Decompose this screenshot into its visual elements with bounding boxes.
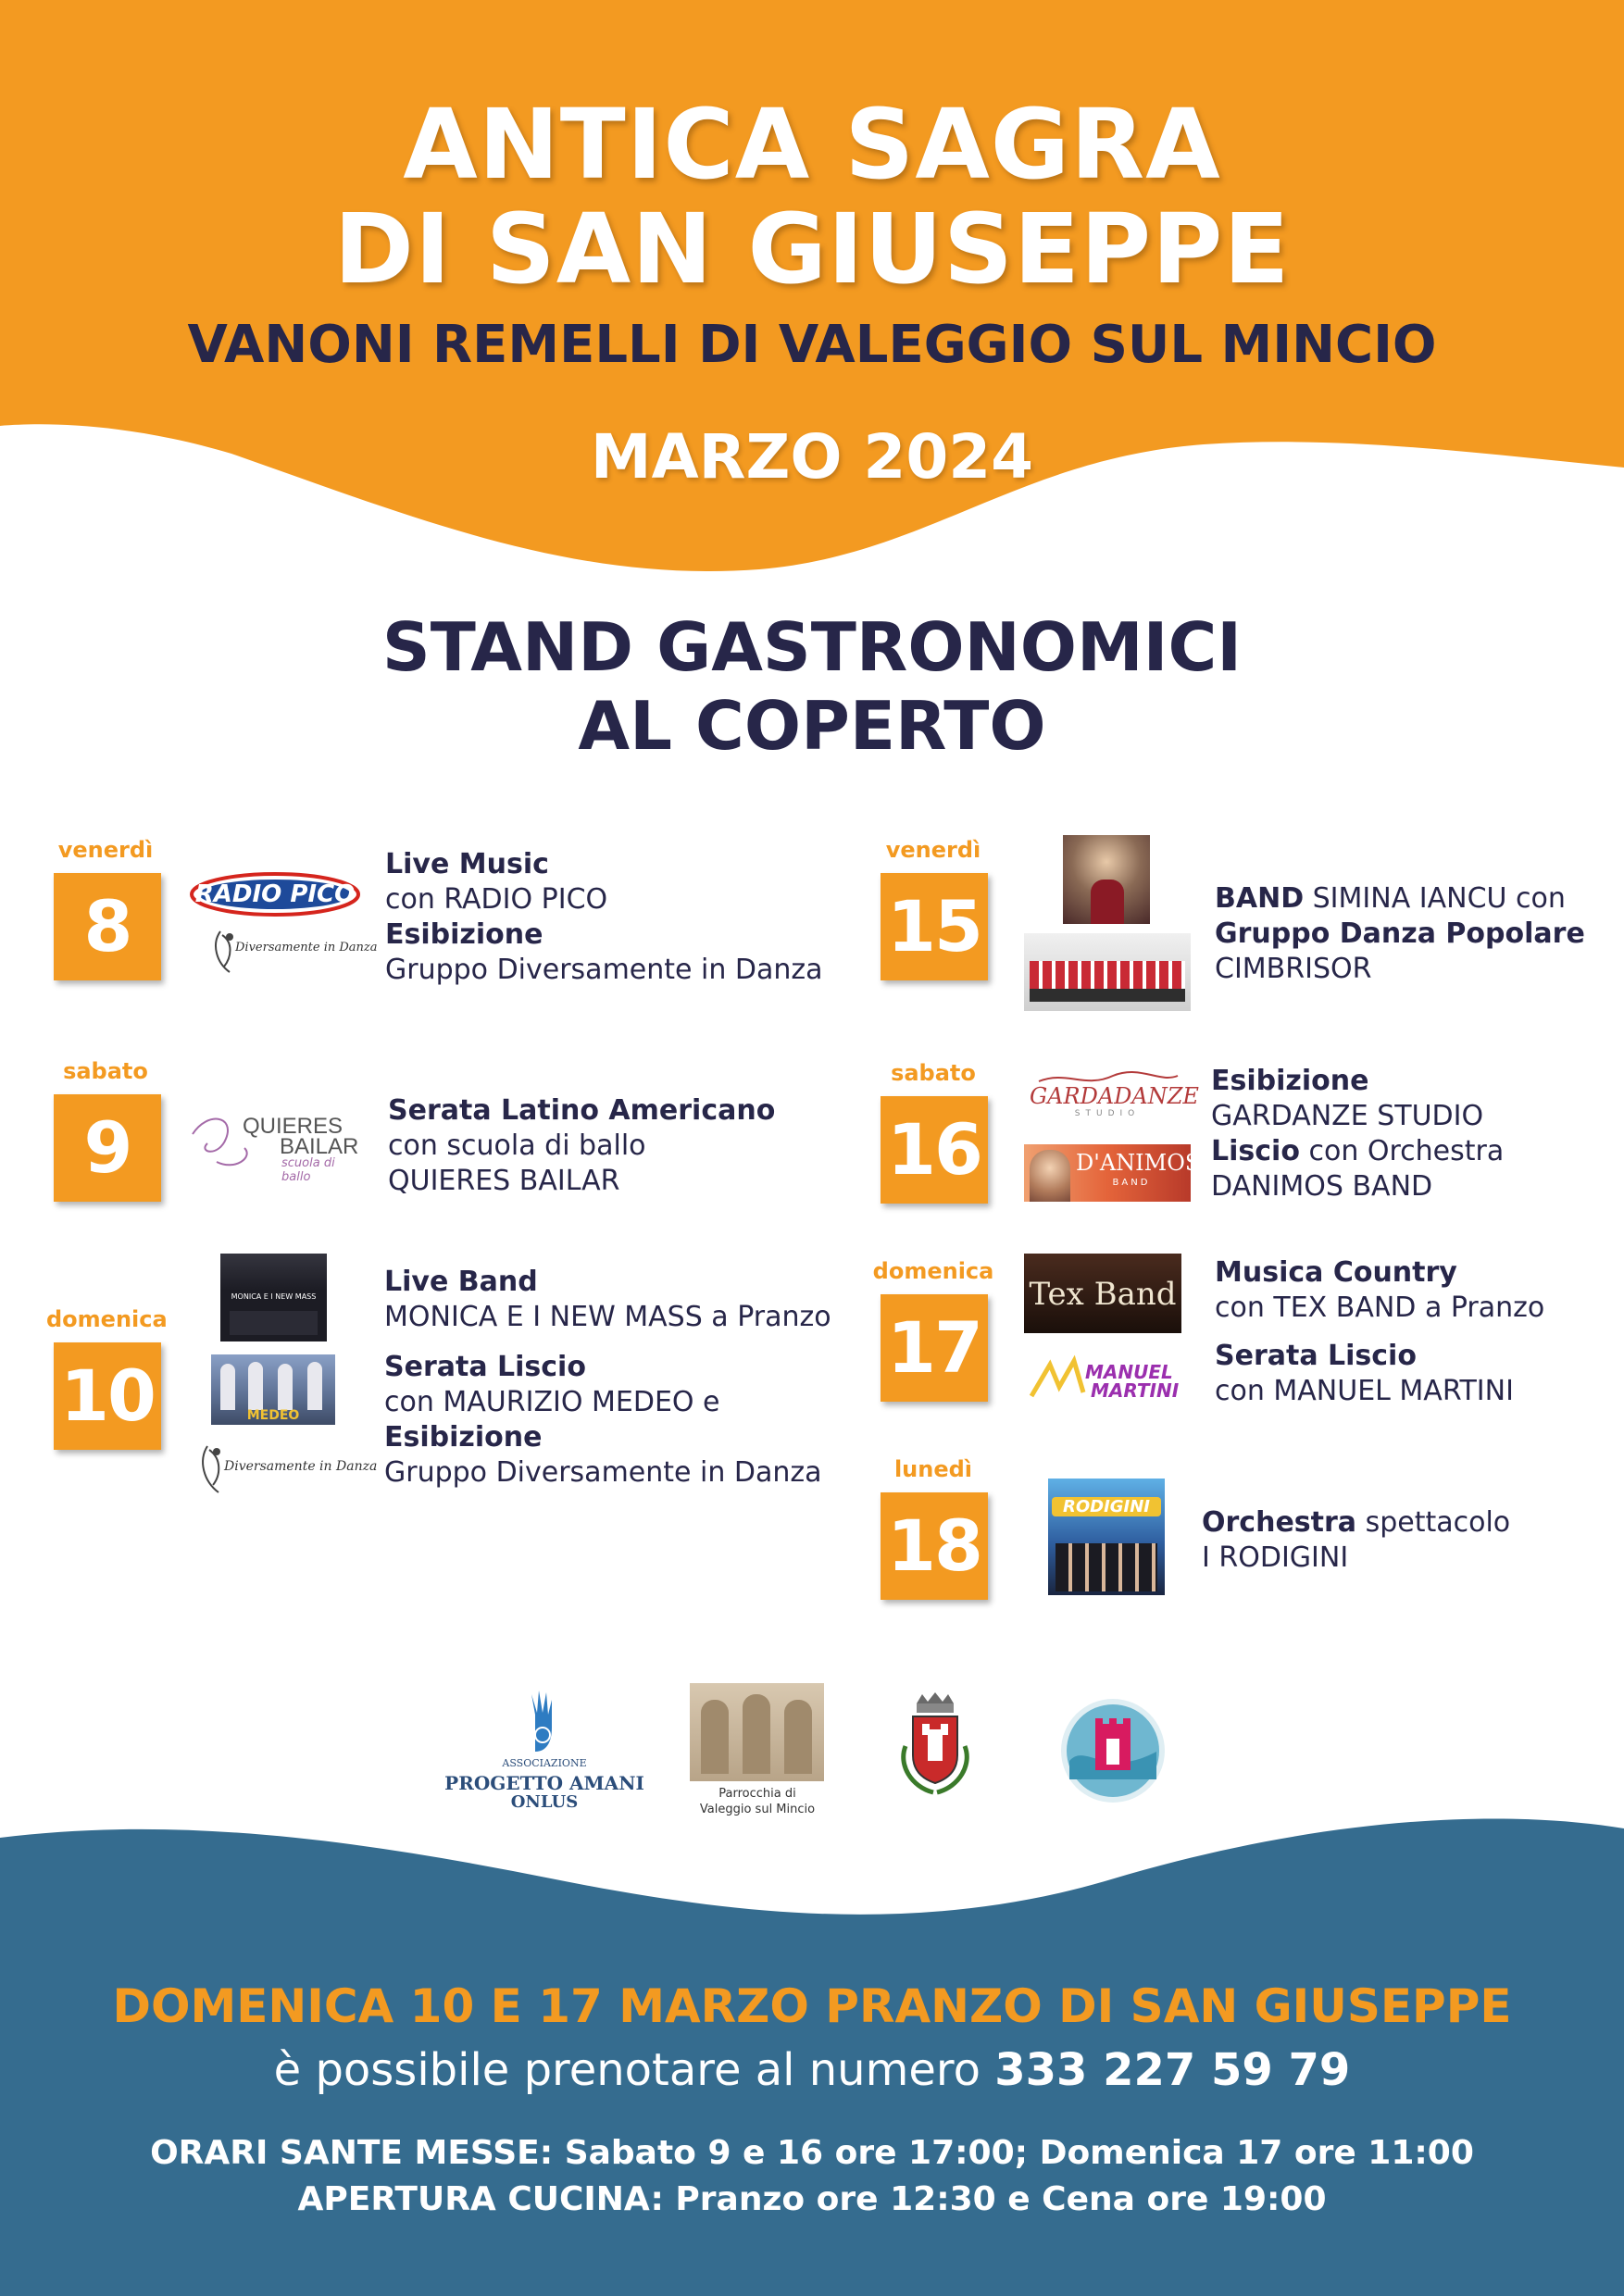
event-17-line4: con MANUEL MARTINI <box>1215 1375 1514 1407</box>
event-10-line5: Esibizione <box>384 1421 543 1454</box>
day-label-10: domenica <box>46 1306 168 1332</box>
day-label-17: domenica <box>872 1258 994 1284</box>
medeo-photo-caption: MEDEO <box>246 1408 300 1423</box>
circular-tower-logo <box>1058 1696 1168 1805</box>
event-9-line1: Serata Latino Americano <box>388 1094 776 1127</box>
parrocchia-caption-2: Valeggio sul Mincio <box>699 1803 816 1816</box>
diversamente-logo <box>209 926 378 978</box>
day-label-18: lunedì <box>893 1456 973 1482</box>
event-18-line1a: Orchestra <box>1202 1506 1357 1539</box>
radio-pico-logo-text: RADIO PICO <box>194 880 356 908</box>
parrocchia-caption <box>674 1786 841 1817</box>
danimos-photo-sub: BAND <box>1112 1178 1151 1188</box>
tex-band-logo <box>1024 1254 1181 1333</box>
manuel-martini-logo <box>1028 1355 1180 1405</box>
event-17-text <box>1215 1255 1544 1409</box>
monica-new-mass-photo <box>220 1254 327 1341</box>
event-16-text <box>1211 1064 1504 1204</box>
event-17-line3: Serata Liscio <box>1215 1340 1417 1372</box>
gardadanze-logo-sub: STUDIO <box>1074 1109 1141 1118</box>
radio-pico-logo <box>189 870 361 918</box>
booking-line <box>0 2044 1624 2096</box>
event-10-line1: Live Band <box>384 1266 538 1298</box>
manuel-logo-word1: MANUEL <box>1085 1361 1173 1383</box>
quieres-logo-word1: QUIERES <box>243 1114 344 1139</box>
quieres-bailar-logo <box>189 1106 361 1184</box>
progetto-amani-logo <box>443 1687 646 1816</box>
event-15-text <box>1215 881 1585 987</box>
event-10-line3: Serata Liscio <box>384 1351 586 1383</box>
rodigini-photo <box>1048 1479 1165 1595</box>
event-9-text <box>388 1093 775 1199</box>
event-16-line2: GARDANZE STUDIO <box>1211 1100 1484 1132</box>
event-10-line4: con MAURIZIO MEDEO e <box>384 1386 720 1418</box>
day-label-9: sabato <box>63 1058 148 1084</box>
day-label-15: venerdì <box>885 837 981 863</box>
event-17-line2: con TEX BAND a Pranzo <box>1215 1292 1545 1324</box>
event-15-line3: CIMBRISOR <box>1215 953 1372 985</box>
diversamente-logo-2 <box>196 1441 378 1498</box>
event-18-text <box>1202 1505 1510 1576</box>
event-15-line1b: SIMINA IANCU con <box>1304 882 1566 915</box>
event-15-line2: Gruppo Danza Popolare <box>1215 917 1585 950</box>
rodigini-photo-text: RODIGINI <box>1052 1497 1161 1516</box>
event-16-line4: DANIMOS BAND <box>1211 1170 1433 1203</box>
event-16-line3a: Liscio <box>1211 1135 1300 1167</box>
parrocchia-caption-1: Parrocchia di <box>718 1787 796 1801</box>
quieres-logo-word2: BAILAR <box>280 1134 359 1159</box>
tex-band-logo-text: Tex Band <box>1029 1276 1177 1313</box>
date-box-15: 15 <box>881 873 988 980</box>
diversamente-logo-text: Diversamente in Danza <box>235 941 378 955</box>
date-box-9: 9 <box>54 1094 161 1202</box>
event-18-line1b: spettacolo <box>1356 1506 1511 1539</box>
kitchen-hours: APERTURA CUCINA: Pranzo ore 12:30 e Cena ore 19:00 <box>297 2180 1327 2218</box>
event-9-line3: QUIERES BAILAR <box>388 1165 620 1197</box>
maurizio-medeo-photo <box>211 1354 335 1425</box>
gardadanze-logo <box>1030 1068 1199 1124</box>
danimos-photo-text: D'ANIMOS <box>1076 1150 1201 1176</box>
event-8-line2: con RADIO PICO <box>385 883 608 916</box>
event-8-line4: Gruppo Diversamente in Danza <box>385 954 823 986</box>
date-box-17: 17 <box>881 1294 988 1402</box>
gardadanze-logo-text: GARDADANZE <box>1030 1083 1199 1109</box>
date-box-18: 18 <box>881 1492 988 1600</box>
event-8-text <box>385 847 823 988</box>
monica-photo-caption: MONICA E I NEW MASS <box>231 1292 317 1301</box>
event-8-line3: Esibizione <box>385 918 543 951</box>
date-box-16: 16 <box>881 1096 988 1204</box>
cimbrisor-photo <box>1024 933 1191 1011</box>
event-10-line2: MONICA E I NEW MASS a Pranzo <box>384 1301 831 1333</box>
event-date: MARZO 2024 <box>590 421 1034 493</box>
location-subtitle: VANONI REMELLI DI VALEGGIO SUL MINCIO <box>187 315 1437 375</box>
day-label-8: venerdì <box>57 837 154 863</box>
simina-iancu-photo <box>1063 835 1150 924</box>
event-17-line1: Musica Country <box>1215 1256 1457 1289</box>
event-9-line2: con scuola di ballo <box>388 1129 646 1162</box>
event-18-line2: I RODIGINI <box>1202 1541 1349 1574</box>
amani-text-1: ASSOCIAZIONE <box>502 1757 587 1769</box>
stand-title-line-1: STAND GASTRONOMICI <box>381 608 1243 686</box>
valeggio-coat-of-arms <box>889 1691 981 1803</box>
pranzo-san-giuseppe: DOMENICA 10 E 17 MARZO PRANZO DI SAN GIUSEPPE <box>112 1979 1512 2033</box>
title-line-1: ANTICA SAGRA <box>403 88 1221 201</box>
amani-text-2: PROGETTO AMANI <box>444 1772 644 1794</box>
title-line-2: DI SAN GIUSEPPE <box>333 193 1291 306</box>
stand-title-line-2: AL COPERTO <box>578 687 1046 765</box>
booking-text: è possibile prenotare al numero <box>273 2044 995 2096</box>
event-16-line3b: con Orchestra <box>1299 1135 1505 1167</box>
diversamente-logo-2-text: Diversamente in Danza <box>224 1459 378 1474</box>
date-box-8: 8 <box>54 873 161 980</box>
event-10-text <box>384 1265 831 1491</box>
parrocchia-image <box>690 1683 824 1781</box>
event-16-line1: Esibizione <box>1211 1065 1369 1097</box>
day-label-16: sabato <box>891 1060 976 1086</box>
event-8-line1: Live Music <box>385 848 549 880</box>
danimos-band-photo <box>1024 1144 1201 1202</box>
amani-text-3: ONLUS <box>510 1792 579 1812</box>
date-box-10: 10 <box>54 1342 161 1450</box>
manuel-logo-word2: MARTINI <box>1091 1379 1180 1402</box>
mass-times: ORARI SANTE MESSE: Sabato 9 e 16 ore 17:00; Domenica 17 ore 11:00 <box>150 2134 1474 2172</box>
event-10-line6: Gruppo Diversamente in Danza <box>384 1456 822 1489</box>
quieres-logo-word3: scuola di ballo <box>281 1156 335 1184</box>
booking-phone: 333 227 59 79 <box>994 2044 1351 2096</box>
event-15-line1a: BAND <box>1215 882 1305 915</box>
